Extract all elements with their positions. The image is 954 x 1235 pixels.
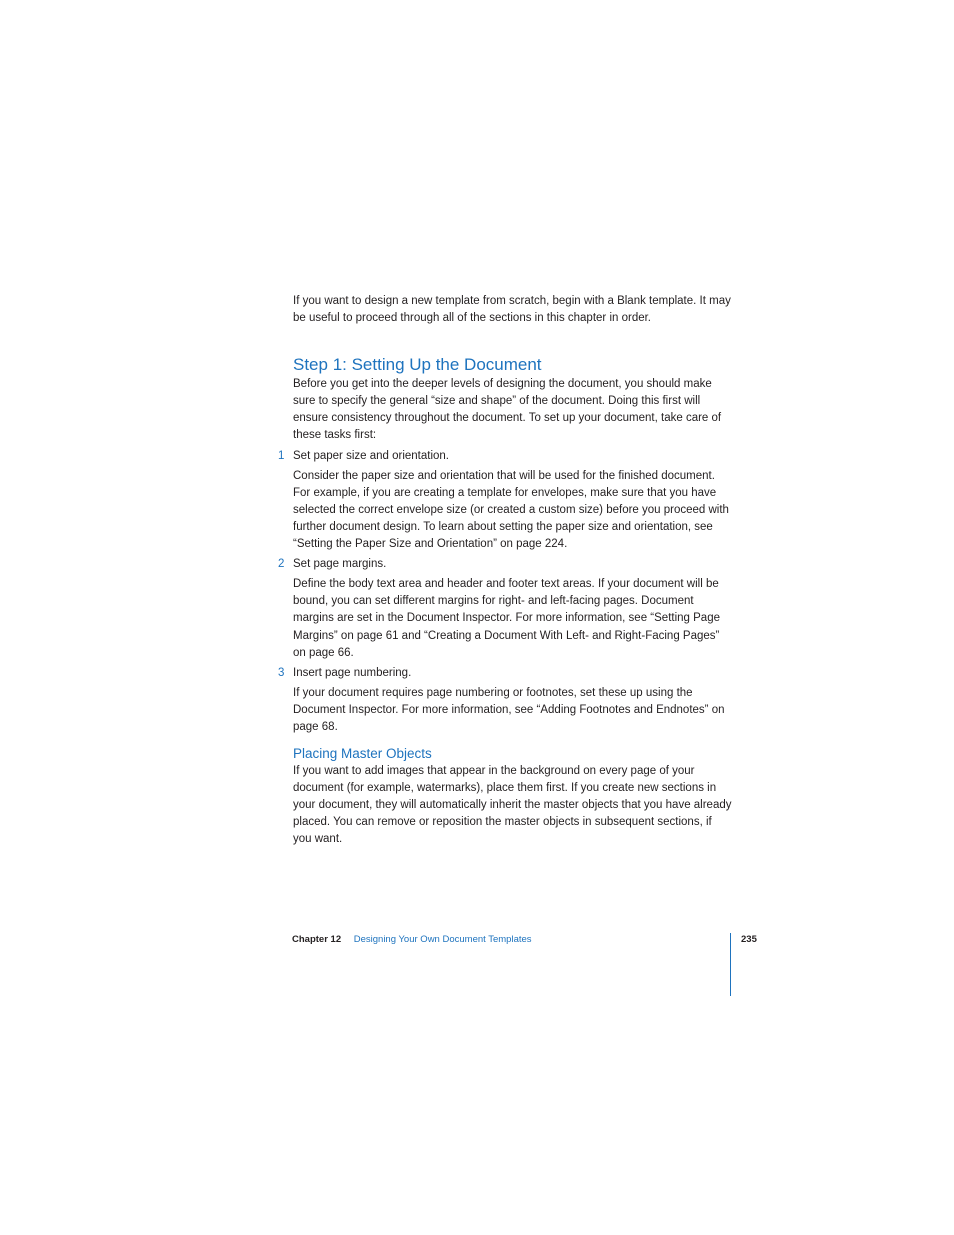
step-item-2 [278, 556, 733, 662]
step-description: Consider the paper size and orientation that will be used for the finished document. For example, if you are creating a template for envelopes, make sure that you have selected the correct envelope size (or created a custom size) before you proceed with further document design. To learn about setting the paper size and orientation, see “Setting the Paper Size and Orientation” on page 224. [293, 469, 729, 551]
intro-paragraph: If you want to design a new template from scratch, begin with a Blank template. It may be useful to proceed through all of the sections in this chapter in order. [293, 295, 731, 325]
step-title: Set paper size and orientation. [293, 449, 449, 462]
step-number: 2 [278, 558, 285, 571]
step-description: If your document requires page numbering or footnotes, set these up using the Document Inspector. For more information, see “Adding Footnotes and Endnotes” on page 68. [293, 686, 725, 733]
footer-divider [730, 933, 731, 996]
master-objects-section [293, 745, 733, 848]
section-heading-step-1: Step 1: Setting Up the Document [293, 355, 542, 375]
step-item-3 [278, 665, 733, 736]
step-item-1 [278, 448, 733, 554]
step-description: Define the body text area and header and footer text areas. If your document will be bound, you can set different margins for right- and left-facing pages. Document margins are set in the Document Inspector. For more information, see “Setting Page Margins” on page 61 and “Creating a Document With Left- and Right-Facing Pages” on page 66. [293, 578, 720, 659]
footer-chapter-title: Designing Your Own Document Templates [353, 934, 532, 945]
page-body [278, 293, 733, 849]
step-title: Insert page numbering. [293, 666, 412, 679]
step-number: 1 [278, 449, 285, 462]
subsection-heading-master-objects: Placing Master Objects [293, 746, 432, 762]
footer-chapter-label: Chapter 12 [292, 934, 342, 945]
page-number: 235 [741, 934, 757, 945]
step-number: 3 [278, 666, 285, 679]
page-footer [292, 933, 532, 947]
step-title: Set page margins. [293, 558, 387, 571]
step-1-intro-paragraph: Before you get into the deeper levels of designing the document, you should make sure to specify the general “size and shape” of the document. Doing this first will ensure consistency throughout the document. To set up your document, take care of these tasks first: [293, 378, 722, 442]
master-objects-paragraph: If you want to add images that appear in the background on every page of your document (for example, watermarks), place them first. If you create new sections in your document, they will automatically inherit the master objects that you have already placed. You can remove or reposition the master objects in subsequent sections, if you want. [293, 765, 732, 846]
